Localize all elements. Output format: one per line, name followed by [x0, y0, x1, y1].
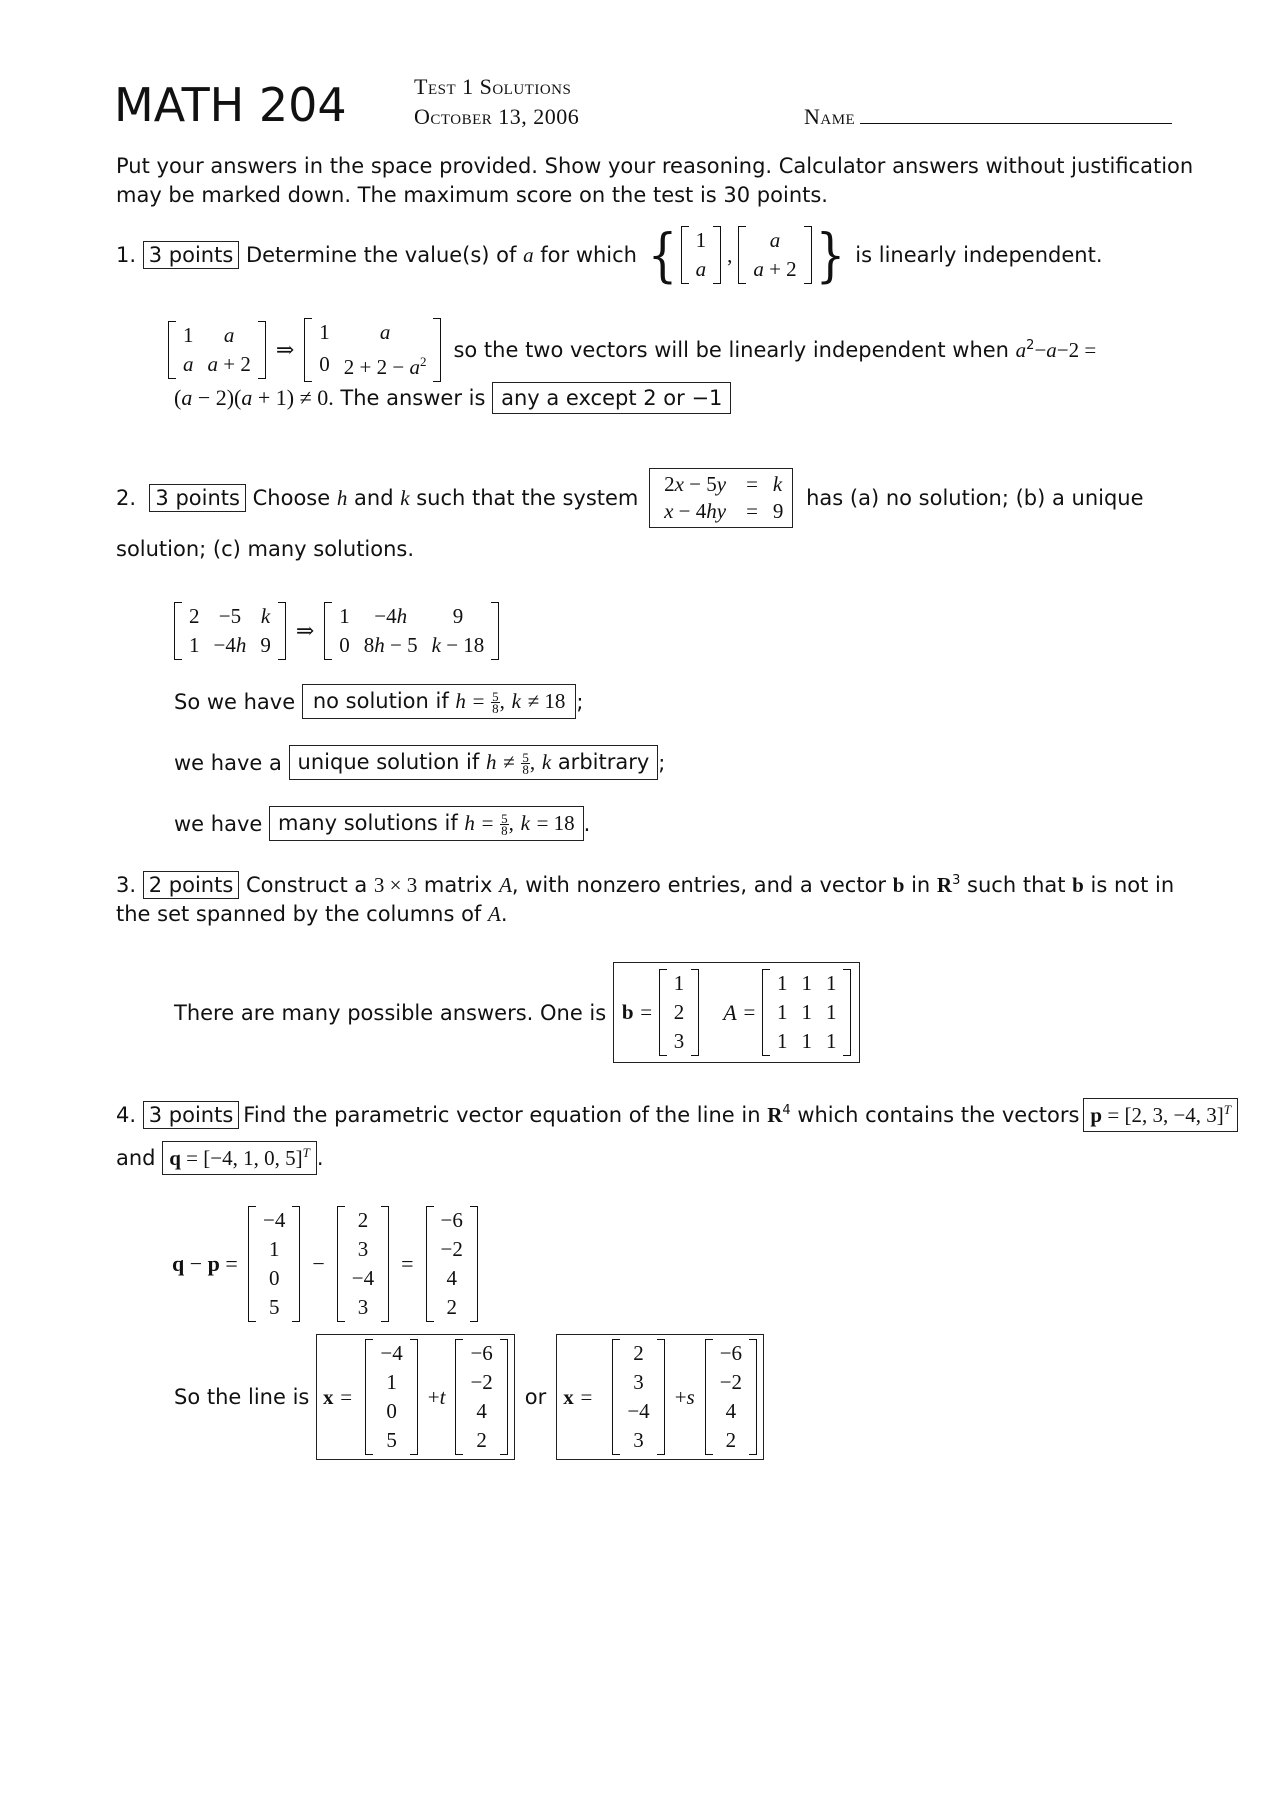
name-line	[860, 123, 1172, 124]
q1-points: 3 points	[143, 241, 240, 269]
q2-matrix-2: 1 −4h 9 0 8h − 5 k − 18	[324, 602, 499, 660]
q4-line-answer-1: x = −4 1 0 5 +t −6 −2 4 2	[316, 1334, 515, 1460]
q4-prompt: Find the parametric vector equation of the line in $R^4$ which contains the vectors	[243, 1102, 1080, 1127]
q1-answer: any a except 2 or −1	[492, 382, 731, 414]
q4-line	[174, 1334, 764, 1460]
q2-system: 2x − 5y = k x − 4hy = 9	[649, 468, 793, 528]
q2-tail: has (a) no solution; (b) a unique	[806, 486, 1144, 510]
q2-we-have-a: we have a	[174, 750, 282, 775]
q1-answer-line: (a − 2)(a + 1) ≠ 0. The answer is any a except 2 or −1	[174, 382, 731, 414]
q2-answer-b: we have a unique solution if h ≠ $\frac{5}{8}$ , k arbitrary ;	[174, 745, 665, 780]
q2-answer-b-box: unique solution if h ≠ $\frac{5}{8}$ , k arbitrary	[289, 745, 659, 780]
q2-answer-c-box: many solutions if h = $\frac{5}{8}$ , k = 18	[269, 806, 584, 841]
name-field	[804, 104, 1172, 130]
q1-prompt: Determine the value(s) of a for which	[245, 242, 637, 267]
q2-we-have: we have	[174, 811, 263, 836]
q3-matrix-a: 1 1 1 1 1 1 1 1 1	[762, 969, 852, 1056]
q3-number: 3.	[116, 873, 137, 897]
q2-answer-a: So we have no solution if h = $\frac{5}{8}$ , k ≠ 18 ;	[174, 684, 583, 719]
test-date: October 13, 2006	[414, 104, 580, 129]
q4-line-answer-2: x = 2 3 −4 3 +s −6 −2 4 2	[556, 1334, 764, 1460]
q1-answer-lead: The answer is	[340, 386, 486, 410]
q2-prompt: Choose h and k such that the system	[252, 485, 639, 510]
q4-p-vector: p = [2, 3, −4, 3]$^T$	[1083, 1098, 1238, 1132]
q3-vector-b: 1 2 3	[659, 969, 700, 1056]
q2-points: 3 points	[149, 484, 246, 512]
q4-and: and	[116, 1146, 156, 1170]
q3-answer-lead: There are many possible answers. One is	[174, 1000, 607, 1025]
q1-vector-set: { 1 a , a a + 2 }	[647, 221, 845, 289]
q4-or: or	[524, 1385, 547, 1409]
q3-points: 2 points	[143, 871, 240, 899]
q4-points: 3 points	[143, 1101, 240, 1129]
q2-so-we-have: So we have	[174, 689, 296, 714]
q2-work: 2 −5 k 1 −4h 9 ⇒ 1 −4h 9 0 8h − 5 k − 18	[174, 602, 499, 660]
q2-answer-c: we have many solutions if h = $\frac{5}{8}$ , k = 18 .	[174, 806, 590, 841]
course-title: MATH 204	[114, 78, 347, 132]
q3-answer	[174, 962, 860, 1063]
q1-number: 1.	[116, 243, 137, 267]
q4-line-lead: So the line is	[174, 1385, 310, 1409]
q2-statement	[116, 468, 1144, 528]
q2-matrix-1: 2 −5 k 1 −4h 9	[174, 602, 286, 660]
q4-difference: q − p = −4 1 0 5 − 2 3 −4 3 = −6 −2 4 2	[172, 1206, 478, 1322]
q2-number: 2.	[116, 486, 137, 510]
q1-so-text: so the two vectors will be linearly independent when $a^2-a-2$ =	[453, 337, 1097, 362]
instructions: Put your answers in the space provided. Show your reasoning. Calculator answers without justification may be marked down. The maximum score on the test is 30 points.	[116, 154, 1194, 207]
q4-statement-2: and q = [−4, 1, 0, 5]$^T$ .	[116, 1141, 324, 1175]
q2-tail-2: solution; (c) many solutions.	[116, 537, 415, 561]
q1-statement	[116, 221, 1103, 289]
q2-answer-a-box: no solution if h = $\frac{5}{8}$ , k ≠ 18	[302, 684, 577, 719]
q1-tail: is linearly independent.	[855, 243, 1103, 267]
q4-statement	[116, 1098, 1238, 1132]
q3-answer-box: b = 1 2 3 A = 1 1 1 1 1 1 1 1 1	[613, 962, 861, 1063]
q4-q-vector: q = [−4, 1, 0, 5]$^T$	[162, 1141, 317, 1175]
q1-matrix-2: 1 a 0 $2 + 2 - a^2$	[304, 318, 441, 382]
q1-work: 1 a a a + 2 ⇒ 1 a 0 $2 + 2 - a^2$ so the two vectors will be linearly independent when $a^2-a-2$ =	[168, 318, 1096, 382]
q4-number: 4.	[116, 1103, 137, 1127]
q1-matrix-1: 1 a a a + 2	[168, 321, 266, 379]
test-title: Test 1 Solutions	[414, 74, 572, 99]
q3-statement: 3. 2 points Construct a 3 × 3 matrix A, with nonzero entries, and a vector b in $R^3$ such that b is not in the set spanned by the columns of A.	[116, 873, 1175, 926]
name-label: Name	[804, 104, 856, 129]
